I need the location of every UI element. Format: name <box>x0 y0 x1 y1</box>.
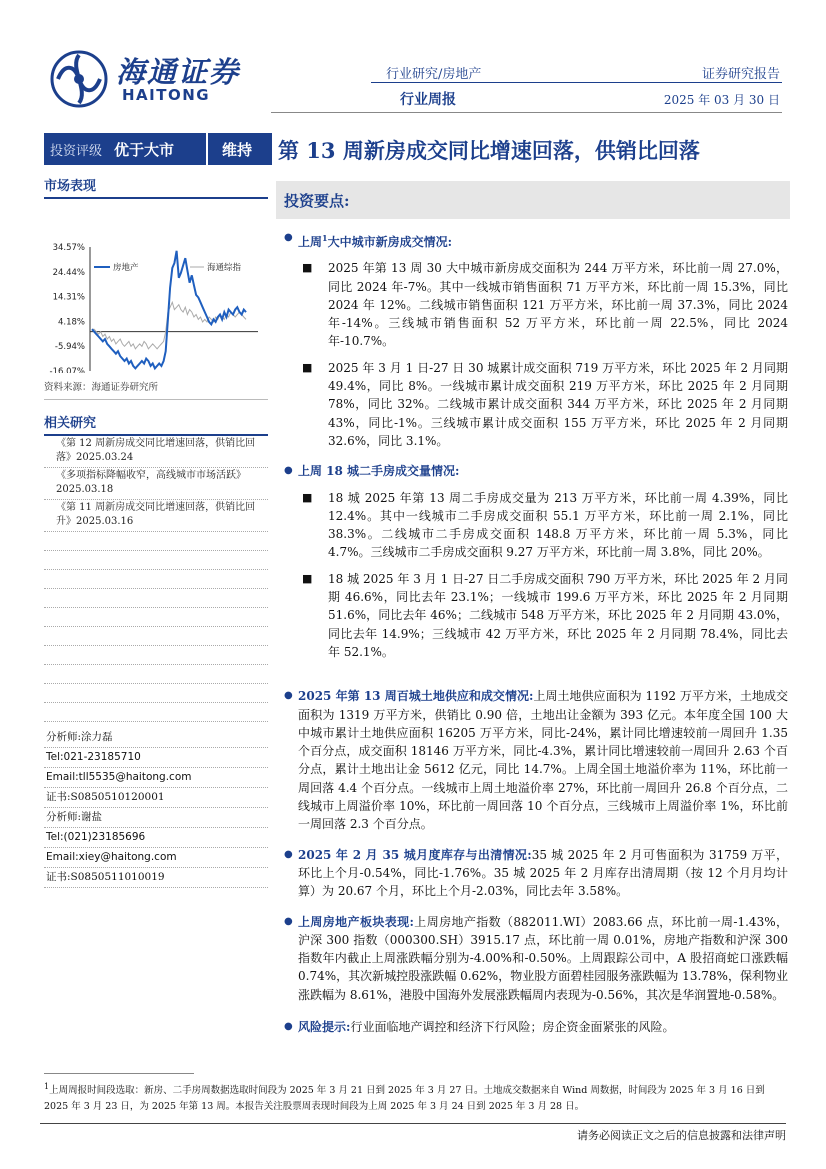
market-chart-svg <box>44 203 268 373</box>
analyst-cert: 证书:S0850511010019 <box>44 868 268 888</box>
analyst-info <box>44 728 268 888</box>
analyst-tel: Tel:021-23185710 <box>44 748 268 768</box>
footnote-divider <box>44 1073 194 1074</box>
haitong-logo-icon <box>50 50 108 108</box>
kp2-paragraph: ■ 18 城 2025 年第 13 周二手房成交量为 213 万平方米，环比前一周 4.39%，同比 12.4%。其中一线城市二手房成交面积 55.1 万平方米，环比前一周 2.1%，同比 38.3%。二线城市二手房成交面积 148.8 万平方米，环比前一周 5.3%，同比 4.7%。三线城市二手房成交面积 9.27 万平方米，环比前一周 3.8%，同比 20%。 <box>284 489 788 562</box>
analyst-email[interactable]: Email:tll5535@haitong.com <box>44 768 268 788</box>
divider <box>44 646 268 665</box>
keypoints-body <box>284 229 788 1036</box>
footnote-ref: 1 <box>322 233 328 243</box>
legend-label: 海通综指 <box>207 263 242 273</box>
divider <box>44 627 268 646</box>
y-tick-label: 34.57% <box>52 243 85 253</box>
footnote-mark: 1 <box>44 1082 50 1091</box>
kp1-head-a: 上周 <box>298 235 323 249</box>
analyst-cert: 证书:S0850510120001 <box>44 788 268 808</box>
header-divider <box>371 82 782 83</box>
keypoint-heading <box>284 229 788 251</box>
related-item[interactable]: 《第 11 周新房成交同比增速回落，供销比回升》2025.03.16 <box>44 500 268 532</box>
keypoint-land <box>284 687 788 833</box>
keypoints-header <box>276 181 790 219</box>
analyst-name: 分析师:涂力磊 <box>44 728 268 748</box>
kp3-body: 上周土地供应面积为 1192 万平方米，土地成交面积为 1319 万平方米，供销比 0.90 倍，土地出让金额为 393 亿元。本年度全国 100 大中城市累计土地供应面积 16205 万平方米，同比-24%，累计同比增速较前一周回升 1.35 个百分点，成交面积 18146 万平方米，同比-4.3%，累计同比增速较前一周回升 2.63 个百分点，累计土地出让金 5612 亿元，同比 14.7%。上周全国土地溢价率为 11%，环比前一周回落 4.4 个百分点。一线城市上周土地溢价率 27%，环比前一周回升 26.8 个百分点，二线城市上周溢价率 10%，环比前一周回落 10 个百分点，三线城市上周溢价率 1%，环比前一周回落 2.3 个百分点。 <box>298 689 789 832</box>
market-section-title: 市场表现 <box>44 175 268 199</box>
y-tick-label: 14.31% <box>52 292 85 303</box>
header-bottom-divider <box>271 112 782 113</box>
kp4-body: 35 城 2025 年 2 月可售面积为 31759 万平，环比上个月-0.54%，同比-1.76%。35 城 2025 年 2 月库存出清周期（按 12 个月月均计算）为 20.67 个月，环比上个月-2.03%，同比去年 3.58%。 <box>298 847 788 899</box>
chart-source: 资料来源：海通证券研究所 <box>44 379 268 400</box>
keypoints-title: 投资要点: <box>284 192 350 210</box>
kp1-paragraph: ■ 2025 年 3 月 1 日-27 日 30 城累计成交面积 719 万平方米，环比 2025 年 2 月同期 49.4%，同比 8%。一线城市累计成交面积 219 万平方米，环比 2025 年 2 月同期 78%，同比 32%。二线城市累计成交面积 344 万平方米，环比 2025 年 2 月同期 43%，同比-1%。三线城市累计成交面积 155 万平方米，环比 2025 年 2 月同期 32.6%，同比 3.1%。 <box>284 359 788 450</box>
footnote-text: 上周周报时间段选取：新房、二手房周数据选取时间段为 2025 年 3 月 21 日到 2025 年 3 月 27 日。土地成交数据来自 Wind 周数据，时间段为 2025 年 3 月 16 日到 2025 年 3 月 23 日，为 2025 年第 13 周。本报告关注股票周表现时间段为上周 2025 年 3 月 24 日到 2025 年 3 月 28 日。 <box>44 1085 765 1113</box>
rating-action: 维持 <box>222 140 253 159</box>
related-item[interactable]: 《多项指标降幅收窄，高线城市市场活跃》2025.03.18 <box>44 468 268 500</box>
divider <box>44 608 268 627</box>
divider <box>44 589 268 608</box>
y-tick-label: -16.07% <box>49 367 85 373</box>
analyst-email[interactable]: Email:xiey@haitong.com <box>44 848 268 868</box>
related-section-title: 相关研究 <box>44 412 268 436</box>
kp2-paragraph: ■ 18 城 2025 年 3 月 1 日-27 日二手房成交面积 790 万平方米，环比 2025 年 2 月同期 46.6%，同比去年 23.1%；一线城市 199.6 万平方米，环比 2025 年 2 月同期 51.6%，同比去年 46%；二线城市 548 万平方米，环比 2025 年 2 月同期 43.0%，同比去年 14.9%；三线城市 42 万平方米，环比 2025 年 2 月同期 78.4%，同比去年 52.1%。 <box>284 570 788 661</box>
report-type: 行业周报 <box>400 92 456 108</box>
analyst-tel: Tel:(021)23185696 <box>44 828 268 848</box>
legend-label: 房地产 <box>113 263 139 273</box>
kp5-head: 上周房地产板块表现: <box>298 914 414 929</box>
logo-text-cn: 海通证券 <box>116 55 241 89</box>
divider <box>44 665 268 684</box>
report-date: 2025 年 03 月 30 日 <box>663 93 780 107</box>
rating-label: 投资评级 <box>50 143 103 159</box>
related-item[interactable]: 《第 12 周新房成交同比增速回落，供销比回落》2025.03.24 <box>44 436 268 468</box>
haitong-logo <box>50 48 250 108</box>
kp1-paragraph: ■ 2025 年第 13 周 30 大中城市新房成交面积为 244 万平方米，环比前一周 27.0%，同比 2024 年-7%。其中一线城市销售面积 71 万平方米，环比前一周 15.3%，同比 2024 年 12%。二线城市销售面积 121 万平方米，环比前一周 37.3%，同比 2024 年-14%。三线城市销售面积 52 万平方米，环比前一周 22.5%，同比 2024 年-10.7%。 <box>284 259 788 350</box>
rating-bar <box>44 133 272 165</box>
kp5-body: 上周房地产指数（882011.WI）2083.66 点，环比前一周-1.43%，沪深 300 指数（000300.SH）3915.17 点，环比前一周 0.01%，房地产指数和沪深 300 指数年内截止上周涨跌幅分别为-4.00%和-0.50%。上周跟踪公司中，A 股招商蛇口涨跌幅 0.74%，其次新城控股涨跌幅 0.62%，物业股方面碧桂园服务涨跌幅为 13.78%，保利物业涨跌幅为 8.61%，港股中国海外发展涨跌幅周内表现为-0.56%，其次是华润置地-0.58%。 <box>298 914 788 1002</box>
keypoint-sector <box>284 913 788 1004</box>
keypoint-risk <box>284 1018 788 1036</box>
industry-category: 行业研究/房地产 <box>386 67 482 82</box>
report-label: 证券研究报告 <box>701 67 780 82</box>
left-sidebar <box>44 175 268 888</box>
y-tick-label: 24.44% <box>52 267 85 278</box>
analyst-name: 分析师:谢盐 <box>44 808 268 828</box>
keypoint-heading <box>284 462 788 480</box>
kp4-head: 2025 年 2 月 35 城月度库存与出清情况: <box>298 847 532 862</box>
y-tick-label: -5.94% <box>54 342 85 353</box>
divider <box>44 551 268 570</box>
market-chart <box>44 203 268 373</box>
rating-value: 优于大市 <box>114 140 175 159</box>
kp2-head: 上周 18 城二手房成交量情况: <box>298 464 460 479</box>
footnote <box>44 1079 790 1115</box>
kp6-body: 行业面临地产调控和经济下行风险；房企资金面紧张的风险。 <box>350 1019 675 1034</box>
disclaimer: 请务必阅读正文之后的信息披露和法律声明 <box>40 1123 786 1143</box>
logo-text-en: HAITONG <box>122 86 211 104</box>
divider <box>44 703 268 722</box>
kp1-head-b: 大中城市新房成交情况: <box>327 235 453 249</box>
keypoint-inventory <box>284 846 788 901</box>
related-research <box>44 412 268 722</box>
report-title: 第 13 周新房成交同比增速回落，供销比回落 <box>278 138 700 163</box>
divider <box>44 532 268 551</box>
divider <box>44 684 268 703</box>
y-tick-label: 4.18% <box>57 317 85 328</box>
kp3-head: 2025 年第 13 周百城土地供应和成交情况: <box>298 689 534 704</box>
divider <box>44 570 268 589</box>
kp6-head: 风险提示: <box>298 1019 351 1034</box>
